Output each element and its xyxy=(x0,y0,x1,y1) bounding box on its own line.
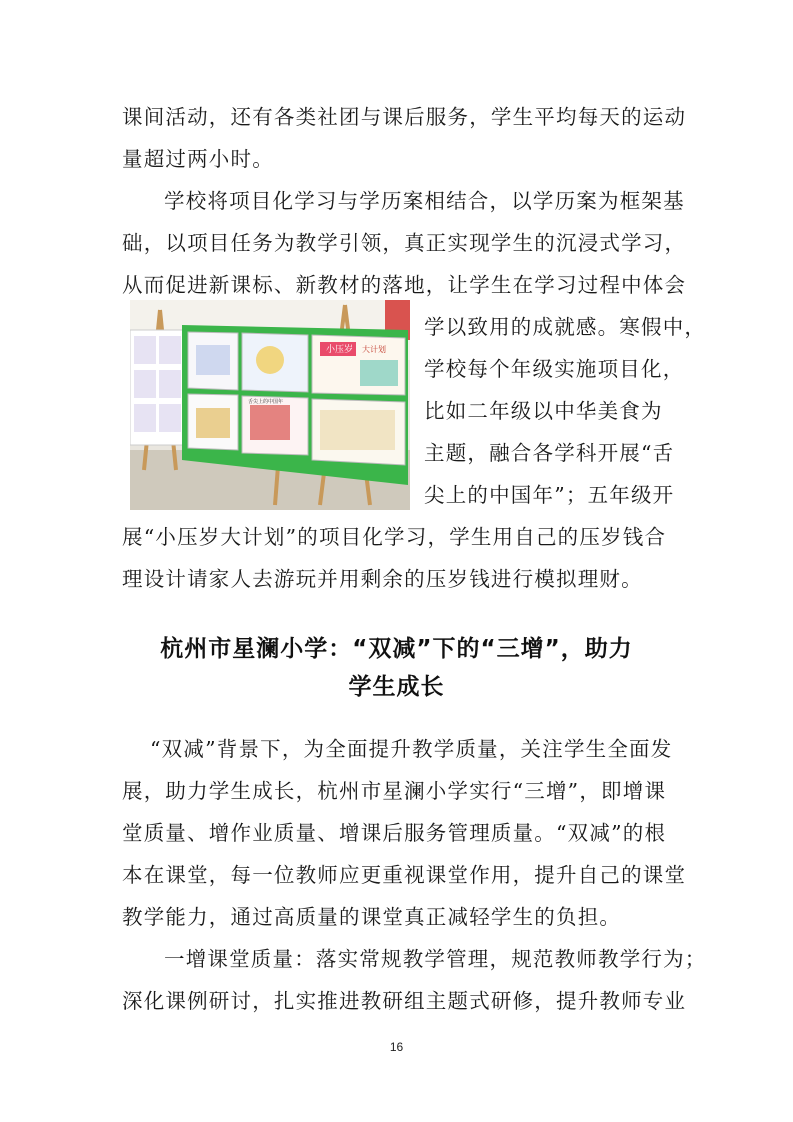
poster-text: 小压岁 xyxy=(326,345,354,355)
section-heading-line1: 杭州市星澜小学：“双减”下的“三增”，助力 xyxy=(160,636,633,662)
paragraph-line: 学校每个年级实施项目化， xyxy=(424,357,685,381)
paragraph-line: 学以致用的成就感。寒假中， xyxy=(424,315,707,339)
paragraph-line: 教学能力，通过高质量的课堂真正减轻学生的负担。 xyxy=(122,905,622,929)
paragraph-line: 量超过两小时。 xyxy=(122,147,274,171)
poster-board-photo xyxy=(130,300,410,510)
paragraph-line: 从而促进新课标、新教材的落地，让学生在学习过程中体会 xyxy=(122,273,687,297)
poster-text: 大计划 xyxy=(362,345,386,354)
paragraph-line: 尖上的中国年”；五年级开 xyxy=(424,483,675,507)
section-heading-line2: 学生成长 xyxy=(348,674,445,700)
poster-board-illustration xyxy=(130,300,410,510)
paragraph-line: 本在课堂，每一位教师应更重视课堂作用，提升自己的课堂 xyxy=(122,863,687,887)
paragraph-line: 学校将项目化学习与学历案相结合，以学历案为框架基 xyxy=(164,189,685,213)
paragraph-line: 展“小压岁大计划”的项目化学习，学生用自己的压岁钱合 xyxy=(122,525,667,549)
paragraph-line: 理设计请家人去游玩并用剩余的压岁钱进行模拟理财。 xyxy=(122,567,643,591)
paragraph-line: 展，助力学生成长，杭州市星澜小学实行“三增”，即增课 xyxy=(122,779,667,803)
paragraph-line: 主题，融合各学科开展“舌 xyxy=(424,441,675,465)
paragraph-line: 课间活动，还有各类社团与课后服务，学生平均每天的运动 xyxy=(122,105,687,129)
paragraph-line: 深化课例研讨，扎实推进教研组主题式研修，提升教师专业 xyxy=(122,989,687,1013)
paragraph-line: “双减”背景下，为全面提升教学质量，关注学生全面发 xyxy=(150,737,673,761)
poster-text: 舌尖上的中国年 xyxy=(248,399,284,405)
paragraph-line: 础，以项目任务为教学引领，真正实现学生的沉浸式学习， xyxy=(122,231,687,255)
paragraph-line: 比如二年级以中华美食为 xyxy=(424,399,663,423)
paragraph-line: 堂质量、增作业质量、增课后服务管理质量。“双减”的根 xyxy=(122,821,667,845)
paragraph-line: 一增课堂质量：落实常规教学管理，规范教师教学行为； xyxy=(164,947,707,971)
page-number: 16 xyxy=(389,1040,404,1054)
